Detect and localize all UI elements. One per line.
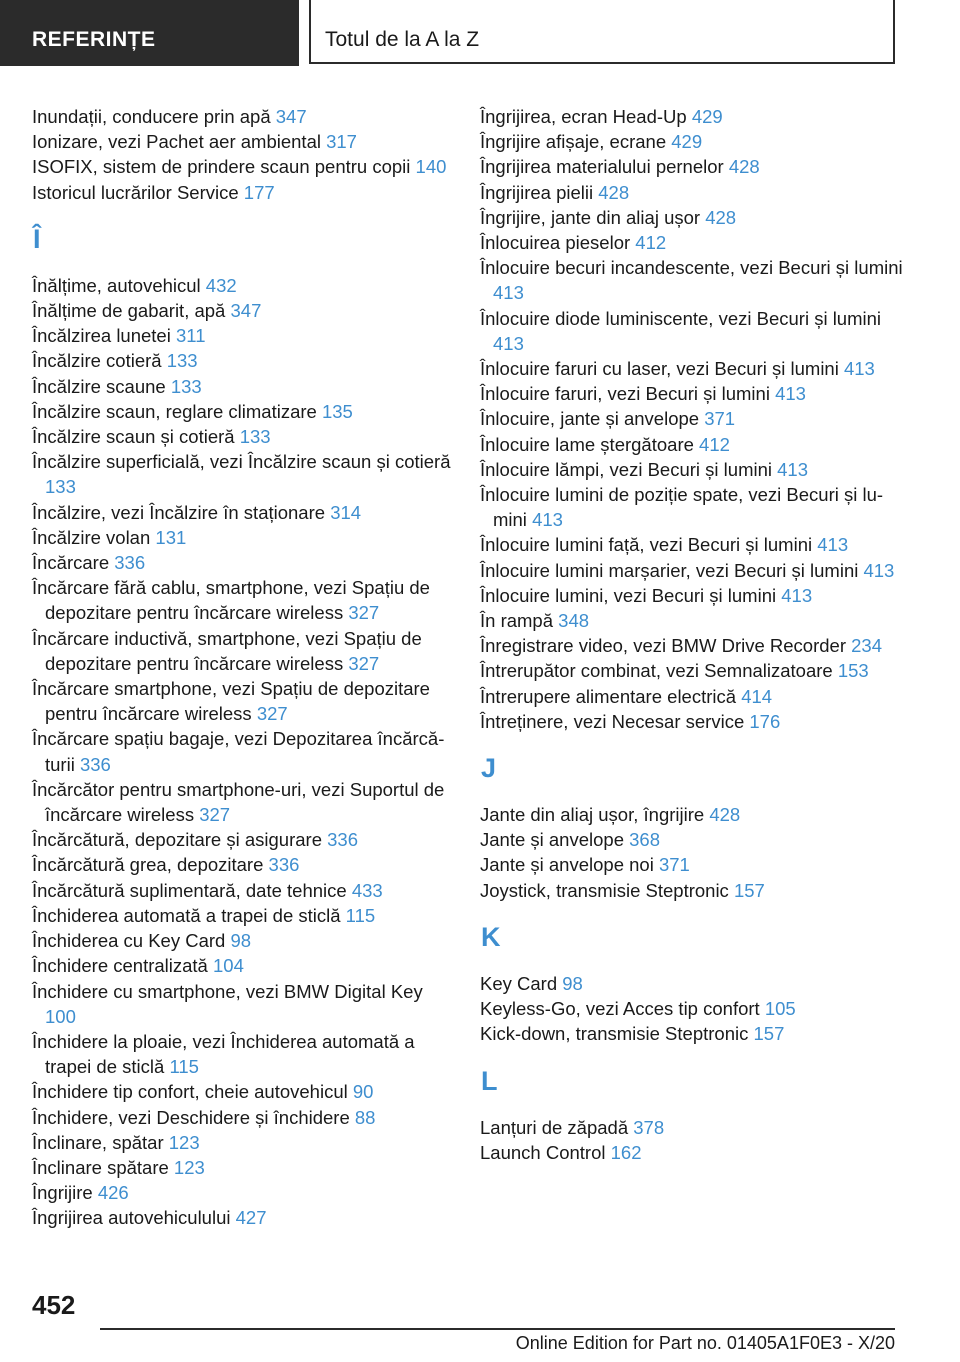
index-entry-page-link[interactable]: 115 — [169, 1056, 199, 1078]
index-entry-page-link[interactable]: 378 — [633, 1116, 665, 1138]
index-entry-term: Încălzire cotieră — [32, 350, 162, 372]
index-entry — [480, 827, 910, 852]
page-number: 452 — [32, 1290, 76, 1320]
index-entry — [480, 230, 910, 255]
index-entry — [32, 348, 452, 373]
index-entry-term: Istoricul lucrărilor Service — [32, 181, 239, 203]
index-entry — [32, 928, 452, 953]
index-entry-page-link[interactable]: 413 — [817, 534, 849, 556]
index-entry-term: Îngrijirea, ecran Head-Up — [480, 106, 687, 127]
index-entry-term: Înclinare spătare — [32, 1156, 169, 1178]
index-entry-page-link[interactable]: 327 — [348, 652, 380, 674]
index-entry — [480, 996, 910, 1021]
index-entry-page-link[interactable]: 98 — [562, 972, 583, 994]
index-entry-term: Lanțuri de zăpadă — [480, 1116, 629, 1138]
index-entry-page-link[interactable]: 413 — [493, 282, 524, 304]
index-entry — [32, 323, 452, 348]
page-footer — [0, 1290, 960, 1362]
index-entry-term: Înlocuire diode luminiscente, vezi Becuri și lumini — [480, 307, 882, 329]
index-entry-term: Îngrijire, jante din aliaj ușor — [480, 206, 701, 228]
index-entry-page-link[interactable]: 176 — [749, 710, 781, 732]
index-entry — [32, 852, 452, 877]
index-entry — [32, 726, 452, 776]
index-entry-page-link[interactable]: 157 — [753, 1023, 785, 1045]
index-entry-term: Încărcare spațiu bagaje, vezi Depozitarea încărcăturii — [32, 728, 445, 775]
index-entry-term: Încălzire volan — [32, 526, 151, 548]
index-entry-term: Închidere, vezi Deschidere și închidere — [32, 1106, 350, 1128]
index-entry — [480, 633, 910, 658]
index-column-right — [480, 104, 910, 1165]
index-entry — [480, 255, 910, 305]
index-entry-page-link[interactable]: 317 — [326, 131, 357, 153]
index-entry-term: Închidere centralizată — [32, 955, 208, 977]
index-entry-page-link[interactable]: 413 — [843, 358, 875, 380]
index-entry-term: Jante și anvelope — [480, 829, 624, 851]
index-entry-term: Încărcare — [32, 552, 110, 574]
index-entry-page-link[interactable]: 153 — [837, 660, 869, 682]
index-entry-page-link[interactable]: 428 — [728, 156, 760, 178]
index-column-left — [32, 104, 452, 1231]
index-entry-term: Închidere cu smartphone, vezi BMW Digital Key — [32, 980, 423, 1002]
section-tab — [0, 0, 299, 66]
index-entry — [480, 1021, 910, 1046]
index-entry-page-link[interactable]: 327 — [348, 602, 380, 624]
index-entry-page-link[interactable]: 140 — [415, 156, 447, 178]
index-entry-page-link[interactable]: 314 — [330, 501, 362, 523]
index-entry — [32, 154, 452, 179]
index-entry — [480, 306, 910, 356]
index-entry-term: Inundații, conducere prin apă — [32, 106, 271, 127]
index-entry-term: Înălțime, autovehicul — [32, 274, 201, 296]
index-entry — [480, 558, 910, 583]
index-entry-page-link[interactable]: 98 — [230, 930, 252, 952]
index-entry-page-link[interactable]: 429 — [691, 106, 723, 127]
index-entry — [480, 129, 910, 154]
index-entry — [32, 129, 452, 154]
index-entry — [32, 298, 452, 323]
index-entry-page-link[interactable]: 105 — [764, 998, 796, 1020]
index-entry-term: Jante și anvelope noi — [480, 854, 654, 876]
index-entry — [480, 432, 910, 457]
index-entry-term: Întreținere, vezi Necesar service — [480, 710, 745, 732]
index-entry — [32, 399, 452, 424]
index-entry-term: În rampă — [480, 610, 554, 632]
index-entry-page-link[interactable]: 162 — [610, 1141, 642, 1163]
section-title: REFERINȚE — [32, 28, 156, 51]
index-entry — [32, 878, 452, 903]
index-entry-page-link[interactable]: 413 — [493, 332, 524, 354]
index-entry — [32, 449, 452, 499]
edition-note: Online Edition for Part no. 01405A1F0E3 - X/20 — [515, 1333, 895, 1353]
chapter-tab — [309, 0, 895, 64]
index-entry — [480, 878, 910, 903]
index-entry-term: Încărcare fără cablu, smartphone, vezi Spațiu de depozitare pentru încărcare wireless — [32, 577, 430, 624]
index-entry-page-link[interactable]: 429 — [671, 131, 703, 153]
index-entry-page-link[interactable]: 368 — [629, 829, 661, 851]
index-entry-page-link[interactable]: 135 — [321, 400, 353, 422]
index-entry-page-link[interactable]: 133 — [166, 350, 198, 372]
index-entry-page-link[interactable]: 133 — [239, 426, 271, 448]
index-entry-page-link[interactable]: 428 — [705, 206, 737, 228]
index-entry-term: Înlocuirea pieselor — [480, 232, 631, 254]
index-entry-term: Încălzire, vezi Încălzire în staționare — [32, 501, 326, 523]
index-entry-term: Înlocuire lumini marșarier, vezi Becuri și lumini — [480, 559, 859, 581]
index-entry-page-link[interactable]: 414 — [741, 685, 773, 707]
index-entry — [32, 676, 452, 726]
index-entry — [480, 381, 910, 406]
index-entry-page-link[interactable]: 327 — [256, 703, 288, 725]
index-entry-page-link[interactable]: 88 — [354, 1106, 376, 1128]
index-entry-term: Încălzire scaun și cotieră — [32, 426, 235, 448]
index-entry — [32, 500, 452, 525]
index-entry-page-link[interactable]: 432 — [205, 274, 237, 296]
index-letter-heading: L — [481, 1065, 498, 1096]
index-entry-page-link[interactable]: 131 — [155, 526, 187, 548]
index-entry — [480, 608, 910, 633]
index-entry-term: Închidere la ploaie, vezi Închiderea automată a trapei de sticlă — [32, 1030, 415, 1078]
index-entry-term: Întrerupător combinat, vezi Semnalizatoare — [480, 660, 833, 682]
index-entry-term: Joystick, transmisie Steptronic — [480, 879, 729, 901]
index-entry-page-link[interactable]: 104 — [213, 955, 244, 977]
index-entry-term: Îngrijirea autovehiculului — [32, 1207, 231, 1229]
index-entry-term: Încărcare inductivă, smartphone, vezi Spațiu de depozitare pentru încărcare wireless — [32, 627, 422, 674]
index-entry — [32, 1130, 452, 1155]
index-entry-page-link[interactable]: 428 — [709, 804, 741, 826]
index-entry-term: Înlocuire lumini față, vezi Becuri și lumini — [480, 534, 813, 556]
index-entry-page-link[interactable]: 133 — [45, 476, 76, 498]
index-entry-term: Îngrijire afișaje, ecrane — [480, 131, 667, 153]
index-entry — [480, 457, 910, 482]
index-entry — [480, 532, 910, 557]
index-entry — [32, 374, 452, 399]
index-entry — [32, 626, 452, 676]
index-entry-page-link[interactable]: 413 — [775, 383, 806, 405]
index-entry — [32, 550, 452, 575]
index-entry-term: Înălțime de gabarit, apă — [32, 300, 226, 322]
index-entry-term: Ionizare, vezi Pachet aer ambiental — [32, 131, 321, 153]
index-entry-page-link[interactable]: 347 — [275, 106, 307, 127]
index-entry — [32, 104, 452, 129]
index-entry — [32, 424, 452, 449]
index-entry-page-link[interactable]: 413 — [777, 458, 809, 480]
index-entry-term: Înlocuire, jante și anvelope — [480, 408, 700, 430]
index-entry-term: Încărcătură, depozitare și asigurare — [32, 829, 322, 851]
index-entry-page-link[interactable]: 336 — [268, 854, 300, 876]
index-entry — [480, 684, 910, 709]
index-entry-term: Launch Control — [480, 1141, 606, 1163]
index-entry-page-link[interactable]: 311 — [175, 325, 206, 347]
index-entry — [32, 1029, 452, 1079]
index-entry-term: Kick-down, transmisie Steptronic — [480, 1023, 749, 1045]
index-entry-page-link[interactable]: 413 — [532, 509, 563, 531]
index-letter-heading: Î — [33, 223, 41, 254]
index-entry-term: Încălzire scaun, reglare climatizare — [32, 400, 317, 422]
index-entry-term: Închidere tip confort, cheie autovehicul — [32, 1081, 348, 1103]
index-entry — [480, 658, 910, 683]
index-entry-term: Înlocuire lumini de poziție spate, vezi Becuri și lumini — [480, 484, 884, 531]
index-entry — [32, 1180, 452, 1205]
index-entry-page-link[interactable]: 347 — [230, 300, 262, 322]
index-entry — [480, 356, 910, 381]
index-entry — [480, 482, 910, 532]
index-entry-page-link[interactable]: 327 — [199, 804, 231, 826]
index-entry-term: Încălzirea lunetei — [32, 325, 171, 347]
index-entry-term: Încărcătură grea, depozitare — [32, 854, 264, 876]
index-entry-page-link[interactable]: 371 — [704, 408, 736, 430]
index-entry-term: Încărcător pentru smartphone-uri, vezi Suportul de încărcare wireless — [32, 778, 445, 826]
index-entry-page-link[interactable]: 433 — [351, 879, 383, 901]
index-entry-page-link[interactable]: 234 — [851, 635, 883, 657]
index-entry-page-link[interactable]: 412 — [699, 433, 730, 455]
index-entry-page-link[interactable]: 371 — [658, 854, 690, 876]
index-entry-term: Încărcare smartphone, vezi Spațiu de depozitare pentru încărcare wireless — [32, 678, 430, 725]
index-entry-term: Key Card — [480, 972, 558, 994]
index-entry-page-link[interactable]: 428 — [598, 181, 630, 203]
index-entry-term: Înlocuire lumini, vezi Becuri și lumini — [480, 584, 777, 606]
index-entry — [480, 205, 910, 230]
index-entry — [480, 971, 910, 996]
index-entry — [480, 1140, 910, 1165]
index-entry-term: Îngrijirea materialului pernelor — [480, 156, 724, 178]
index-entry-page-link[interactable]: 336 — [327, 829, 358, 851]
index-entry — [32, 1155, 452, 1180]
index-entry-term: Îngrijirea pielii — [480, 181, 594, 203]
index-entry — [480, 1115, 910, 1140]
index-entry — [480, 802, 910, 827]
index-entry — [32, 1079, 452, 1104]
index-entry — [32, 1105, 452, 1130]
index-entry-term: Jante din aliaj ușor, îngrijire — [480, 804, 705, 826]
footer-divider — [100, 1328, 895, 1330]
index-entry — [480, 583, 910, 608]
index-entry-term: Înlocuire faruri cu laser, vezi Becuri și lumini — [480, 358, 839, 380]
index-entry-term: Încălzire superficială, vezi Încălzire scaun și cotieră — [32, 451, 451, 473]
index-entry-page-link[interactable]: 413 — [863, 559, 895, 581]
index-entry — [32, 273, 452, 298]
index-entry-page-link[interactable]: 348 — [558, 610, 590, 632]
index-entry-page-link[interactable]: 336 — [114, 552, 146, 574]
index-letter-heading: K — [481, 921, 501, 952]
index-entry-page-link[interactable]: 123 — [173, 1156, 205, 1178]
index-entry — [480, 154, 910, 179]
index-entry-page-link[interactable]: 90 — [352, 1081, 374, 1103]
index-entry — [480, 180, 910, 205]
index-entry — [480, 406, 910, 431]
index-entry-term: Înlocuire faruri, vezi Becuri și lumini — [480, 383, 770, 405]
index-entry-term: Încărcătură suplimentară, date tehnice — [32, 879, 347, 901]
index-entry — [32, 1205, 452, 1230]
index-entry-page-link[interactable]: 427 — [235, 1207, 267, 1229]
index-entry — [480, 709, 910, 734]
chapter-title: Totul de la A la Z — [325, 28, 480, 51]
index-entry-term: Înregistrare video, vezi BMW Drive Recorder — [480, 635, 846, 657]
index-entry-term: Înlocuire lămpi, vezi Becuri și lumini — [480, 458, 772, 480]
index-entry-page-link[interactable]: 115 — [345, 904, 376, 926]
index-entry-page-link[interactable]: 123 — [168, 1131, 200, 1153]
index-entry-term: Înclinare, spătar — [32, 1131, 164, 1153]
index-entry-term: ISOFIX, sistem de prindere scaun pentru copii — [32, 156, 411, 178]
index-entry-term: Înlocuire lame ștergătoare — [480, 433, 694, 455]
index-entry-term: Întrerupere alimentare electrică — [480, 685, 737, 707]
index-entry — [32, 525, 452, 550]
index-entry-term: Keyless-Go, vezi Acces tip confort — [480, 998, 760, 1020]
index-entry — [32, 953, 452, 978]
index-entry — [32, 903, 452, 928]
index-entry-page-link[interactable]: 177 — [243, 181, 275, 203]
index-entry-page-link[interactable]: 426 — [97, 1182, 129, 1204]
index-entry-page-link[interactable]: 412 — [635, 232, 667, 254]
index-letter-heading: J — [481, 753, 497, 784]
index-entry-page-link[interactable]: 157 — [733, 879, 765, 901]
index-entry-term: Închiderea automată a trapei de sticlă — [32, 904, 341, 926]
index-entry-page-link[interactable]: 413 — [781, 584, 813, 606]
index-entry-term: Închiderea cu Key Card — [32, 930, 226, 952]
index-entry — [32, 575, 452, 625]
index-entry-term: Încălzire scaune — [32, 375, 166, 397]
index-entry — [32, 777, 452, 827]
index-entry-page-link[interactable]: 100 — [45, 1005, 76, 1027]
index-entry-page-link[interactable]: 133 — [170, 375, 202, 397]
index-entry — [32, 180, 452, 205]
index-entry — [32, 827, 452, 852]
index-entry — [480, 852, 910, 877]
page-header — [0, 0, 960, 66]
index-entry — [480, 104, 910, 129]
index-entry-term: Îngrijire — [32, 1182, 93, 1204]
index-entry-term: Înlocuire becuri incandescente, vezi Becuri și lumini — [480, 257, 903, 279]
index-entry — [32, 979, 452, 1029]
index-entry-page-link[interactable]: 336 — [79, 753, 111, 775]
